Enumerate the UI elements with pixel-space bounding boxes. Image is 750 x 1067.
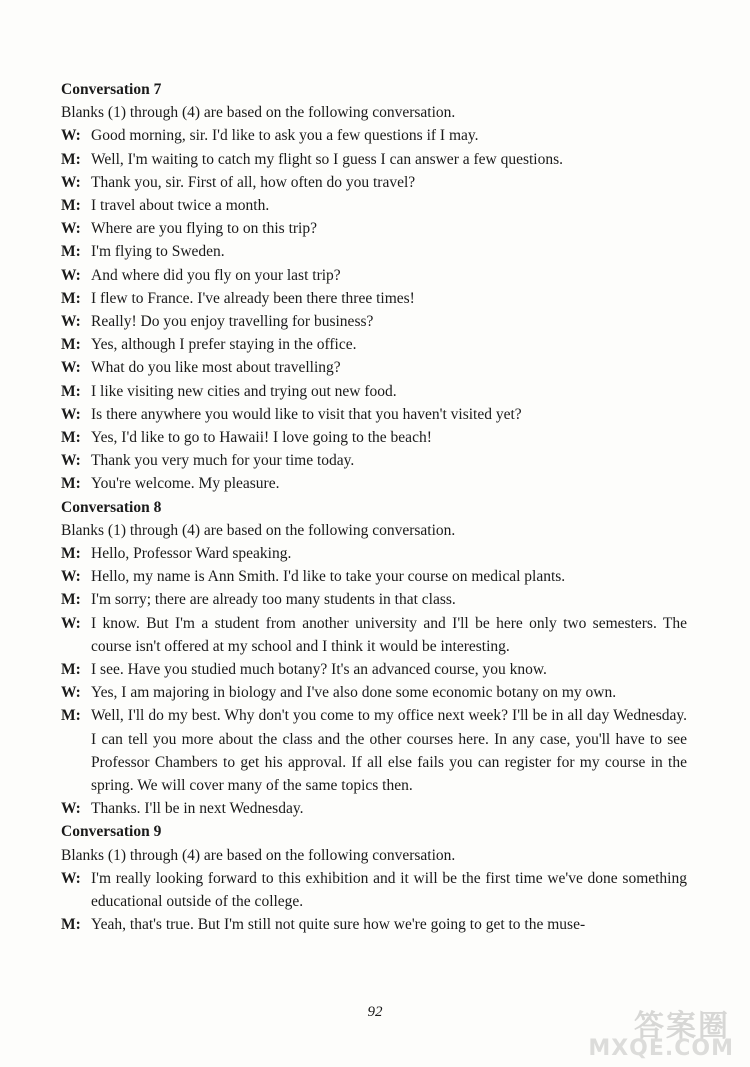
section-intro: Blanks (1) through (4) are based on the following conversation. [61, 846, 456, 864]
line-text: I travel about twice a month. [91, 197, 270, 214]
speaker-label: W: [61, 359, 81, 377]
line-text: Hello, my name is Ann Smith. I'd like to take your course on medical plants. [91, 568, 566, 586]
page-number: 92 [367, 1004, 383, 1020]
dialogue-line [61, 171, 687, 194]
dialogue-line [61, 287, 687, 310]
dialogue-line [61, 565, 687, 588]
speaker-label: W: [61, 127, 81, 145]
dialogue-line [61, 403, 687, 426]
speaker-label: M: [61, 150, 81, 168]
dialogue-line [61, 356, 687, 379]
line-text: Where are you flying to on this trip? [91, 220, 317, 238]
site-watermark [588, 1001, 738, 1061]
line-text: Well, I'm waiting to catch my flight so I guess I can answer a few questions. [91, 150, 564, 168]
speaker-label: M: [61, 475, 81, 493]
line-text: Hello, Professor Ward speaking. [91, 545, 292, 563]
line-text: Yes, although I prefer staying in the office. [91, 336, 357, 354]
speaker-label: W: [61, 614, 81, 632]
speaker-label: M: [61, 382, 81, 400]
speaker-label: M: [61, 197, 81, 214]
dialogue-line [61, 867, 687, 913]
speaker-label: M: [61, 707, 81, 725]
speaker-label: W: [61, 568, 81, 586]
line-text: I'm flying to Sweden. [91, 243, 225, 261]
dialogue-line [61, 542, 687, 565]
section-title: Conversation 8 [61, 498, 162, 516]
dialogue-line [61, 704, 687, 797]
dialogue-line [61, 913, 687, 936]
speaker-label: M: [61, 429, 81, 447]
line-text: And where did you fly on your last trip? [91, 266, 341, 284]
watermark-top: 答案圈 [634, 1009, 730, 1044]
dialogue-line [61, 310, 687, 333]
line-text: I know. But I'm a student from another university and I'll be here only two semesters. The course isn't offered at my school and I think it would be interesting. [91, 614, 687, 655]
line-text: I'm sorry; there are already too many students in that class. [91, 591, 456, 609]
speaker-label: M: [61, 916, 81, 934]
speaker-label: M: [61, 661, 81, 679]
conversation-9 [61, 820, 687, 936]
document-page [61, 78, 687, 936]
speaker-label: W: [61, 173, 81, 191]
line-text: Yes, I'd like to go to Hawaii! I love going to the beach! [91, 429, 432, 447]
watermark-bottom: MXQE.COM [588, 1036, 734, 1061]
dialogue-line [61, 449, 687, 472]
conversation-7 [61, 78, 687, 496]
section-title: Conversation 7 [61, 81, 162, 98]
dialogue-line [61, 333, 687, 356]
dialogue-line [61, 264, 687, 287]
dialogue-line [61, 658, 687, 681]
dialogue-line [61, 124, 687, 147]
line-text: Thank you, sir. First of all, how often do you travel? [91, 173, 416, 191]
line-text: Really! Do you enjoy travelling for business? [91, 313, 374, 331]
speaker-label: M: [61, 545, 81, 563]
section-intro: Blanks (1) through (4) are based on the following conversation. [61, 104, 456, 122]
line-text: I like visiting new cities and trying out new food. [91, 382, 397, 400]
line-text: Thank you very much for your time today. [91, 452, 355, 470]
speaker-label: M: [61, 591, 81, 609]
line-text: Well, I'll do my best. Why don't you come to my office next week? I'll be in all day Wednesday. I can tell you more about the class and the other courses here. In any case, you'll have to see Professor Chambers to get his approval. If all else fails you can register for my course in the spring. We will cover many of the same topics then. [91, 707, 687, 795]
line-text: You're welcome. My pleasure. [91, 475, 280, 493]
speaker-label: W: [61, 220, 81, 238]
speaker-label: M: [61, 243, 81, 261]
speaker-label: W: [61, 266, 81, 284]
line-text: Good morning, sir. I'd like to ask you a few questions if I may. [91, 127, 479, 145]
line-text: What do you like most about travelling? [91, 359, 341, 377]
dialogue-line [61, 194, 687, 217]
dialogue-line [61, 240, 687, 263]
section-title: Conversation 9 [61, 823, 162, 841]
speaker-label: M: [61, 289, 81, 307]
dialogue-line [61, 148, 687, 171]
dialogue-line [61, 380, 687, 403]
dialogue-line [61, 217, 687, 240]
conversation-8 [61, 496, 687, 821]
speaker-label: W: [61, 869, 81, 887]
speaker-label: M: [61, 336, 81, 354]
line-text: I flew to France. I've already been there three times! [91, 289, 415, 307]
line-text: Is there anywhere you would like to visit that you haven't visited yet? [91, 405, 522, 423]
line-text: I see. Have you studied much botany? It's an advanced course, you know. [91, 661, 547, 679]
dialogue-line [61, 681, 687, 704]
speaker-label: W: [61, 405, 81, 423]
line-text: Thanks. I'll be in next Wednesday. [91, 800, 304, 818]
speaker-label: W: [61, 684, 81, 702]
speaker-label: W: [61, 452, 81, 470]
dialogue-line [61, 426, 687, 449]
line-text: I'm really looking forward to this exhibition and it will be the first time we've done something educational outside of the college. [91, 869, 687, 911]
speaker-label: W: [61, 313, 81, 331]
line-text: Yeah, that's true. But I'm still not quite sure how we're going to get to the muse- [91, 916, 586, 934]
dialogue-line [61, 588, 687, 611]
dialogue-line [61, 612, 687, 658]
speaker-label: W: [61, 800, 81, 818]
section-intro: Blanks (1) through (4) are based on the following conversation. [61, 521, 456, 539]
line-text: Yes, I am majoring in biology and I've also done some economic botany on my own. [91, 684, 617, 702]
dialogue-line [61, 797, 687, 820]
dialogue-line [61, 472, 687, 495]
